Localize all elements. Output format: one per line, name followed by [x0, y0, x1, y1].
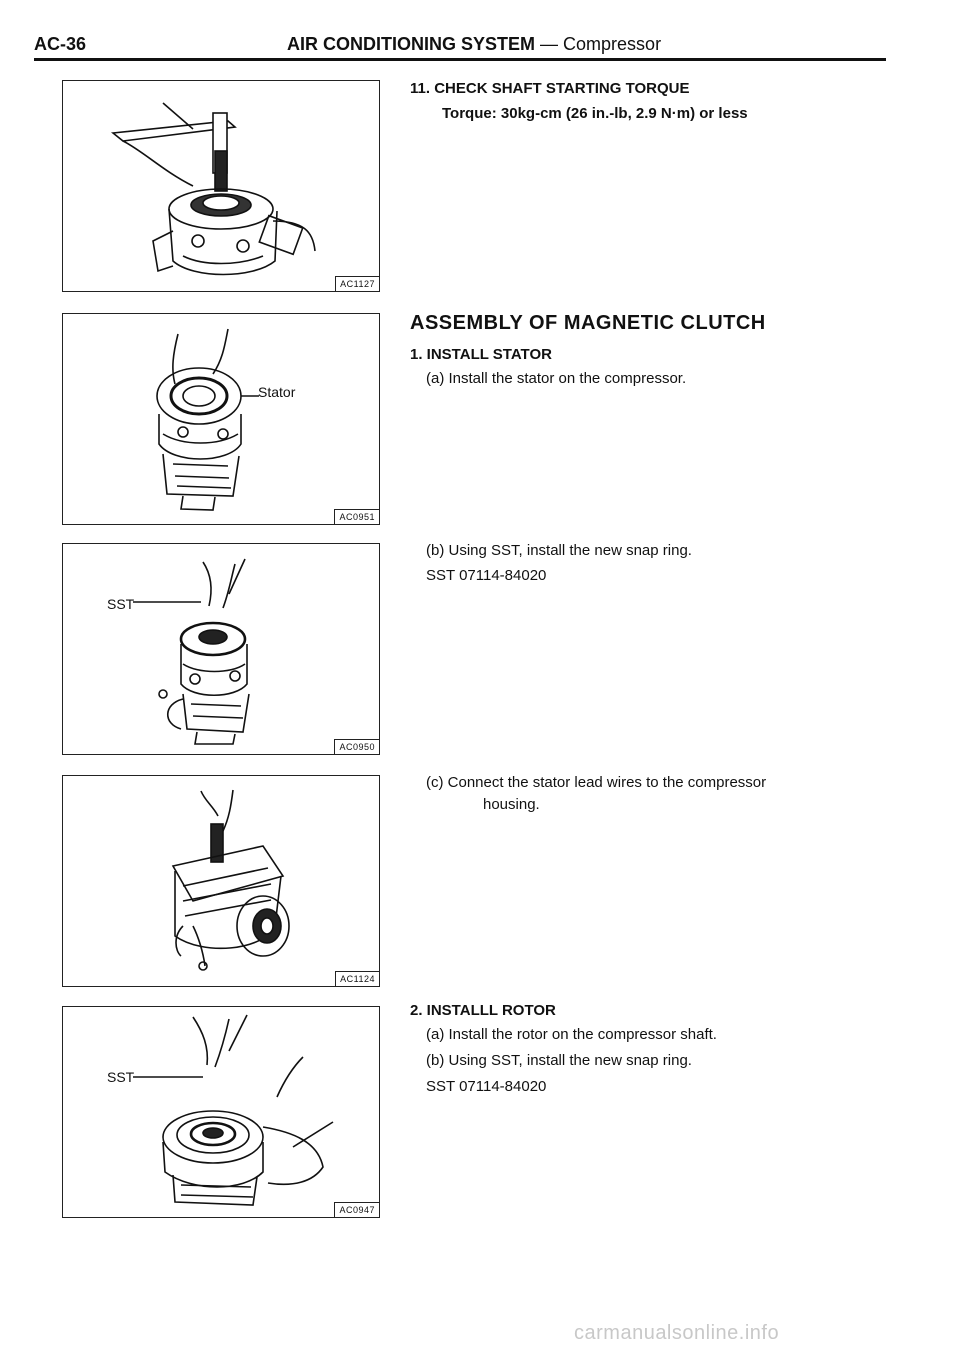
rotor-snap-ring-illustration	[63, 1007, 379, 1217]
step-11-title: 11. CHECK SHAFT STARTING TORQUE	[410, 80, 690, 97]
step-1c-line1: (c) Connect the stator lead wires to the compressor	[426, 774, 767, 791]
stator-label: Stator	[258, 384, 296, 400]
step-1-title: 1. INSTALL STATOR	[410, 346, 552, 363]
figure-lead-wires	[62, 775, 380, 987]
figure-code: AC1127	[335, 276, 379, 291]
lead-wire-connection-illustration	[63, 776, 379, 986]
step-1c-line2: housing.	[483, 796, 540, 813]
figure-code: AC0950	[334, 739, 379, 754]
step-2b-sst: SST 07114-84020	[426, 1078, 547, 1095]
torque-wrench-illustration	[63, 81, 379, 291]
figure-torque-check	[62, 80, 380, 292]
step-1b: (b) Using SST, install the new snap ring.	[426, 542, 692, 559]
figure-code: AC0947	[334, 1202, 379, 1217]
section-title	[287, 34, 661, 55]
page-header	[34, 30, 886, 61]
sst-label: SST	[107, 596, 135, 612]
step-2-title: 2. INSTALLL ROTOR	[410, 1002, 556, 1019]
assembly-heading: ASSEMBLY OF MAGNETIC CLUTCH	[410, 312, 766, 334]
step-1b-sst: SST 07114-84020	[426, 567, 547, 584]
step-1a: (a) Install the stator on the compressor.	[426, 370, 687, 387]
page-number: AC-36	[34, 34, 87, 54]
figure-stator	[62, 313, 380, 525]
figure-code: AC1124	[335, 971, 379, 986]
step-2a: (a) Install the rotor on the compressor shaft.	[426, 1026, 717, 1043]
sst-label: SST	[107, 1069, 135, 1085]
footer-watermark: carmanualsonline.info	[574, 1322, 780, 1344]
snap-ring-pliers-illustration	[63, 544, 379, 754]
system-name: AIR CONDITIONING SYSTEM	[287, 34, 536, 54]
stator-illustration	[63, 314, 379, 524]
figure-code: AC0951	[334, 509, 379, 524]
figure-stator-snap-ring	[62, 543, 380, 755]
figure-rotor-snap-ring	[62, 1006, 380, 1218]
step-2b: (b) Using SST, install the new snap ring.	[426, 1052, 692, 1069]
torque-spec: Torque: 30kg-cm (26 in.-lb, 2.9 N·m) or less	[442, 105, 748, 122]
subsystem-name: — Compressor	[540, 34, 662, 54]
